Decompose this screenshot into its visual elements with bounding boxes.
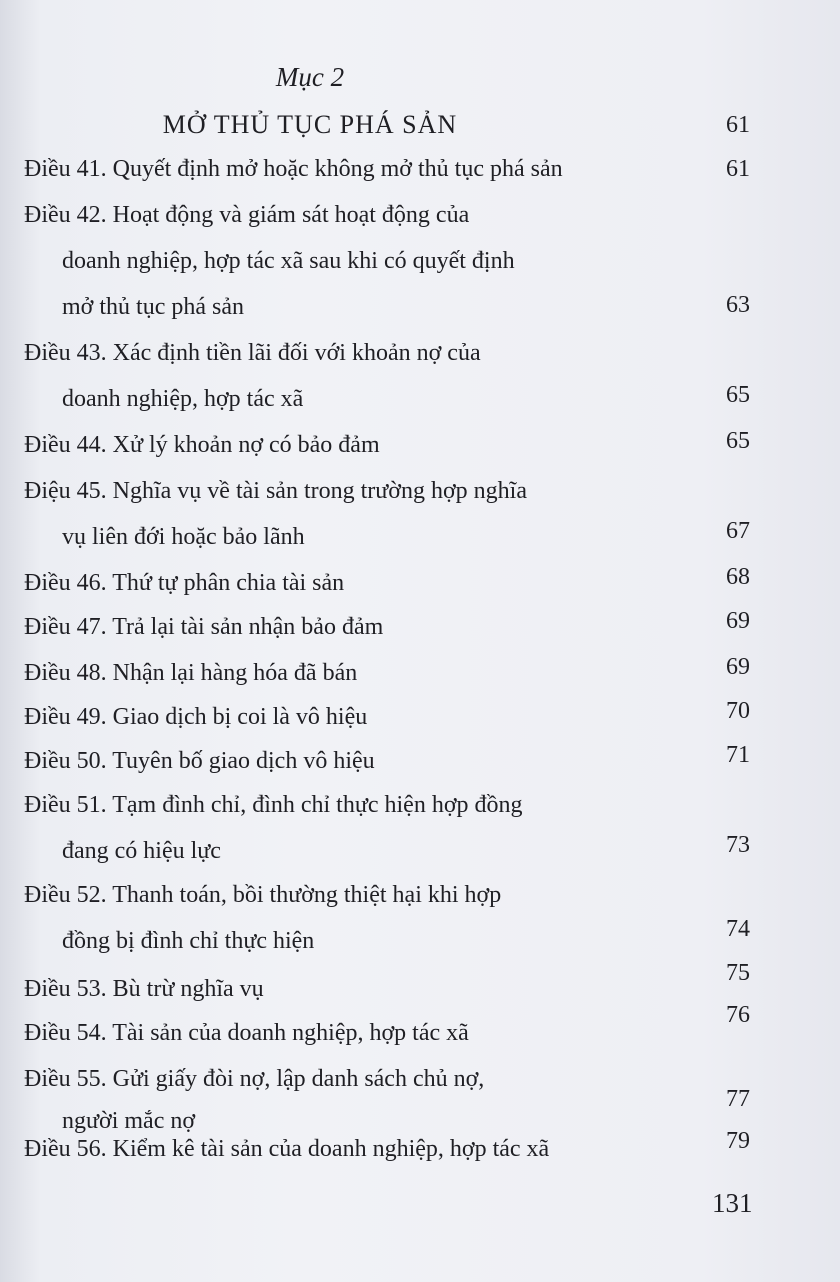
toc-entry-42-line3: mở thủ tục phá sản	[62, 294, 244, 320]
toc-entry-53: Điều 53. Bù trừ nghĩa vụ	[24, 976, 264, 1002]
toc-page-45: 67	[726, 518, 750, 544]
toc-entry-54: Điều 54. Tài sản của doanh nghiệp, hợp tác xã	[24, 1020, 469, 1046]
toc-page-54: 76	[726, 1002, 750, 1028]
toc-page-46: 68	[726, 564, 750, 590]
toc-entry-42: Điều 42. Hoạt động và giám sát hoạt động của	[24, 202, 470, 228]
toc-entry-52: Điều 52. Thanh toán, bồi thường thiệt hại khi hợp	[24, 882, 502, 908]
toc-entry-56: Điều 56. Kiểm kê tài sản của doanh nghiệp, hợp tác xã	[24, 1136, 550, 1162]
toc-entry-42-line2: doanh nghiệp, hợp tác xã sau khi có quyết định	[62, 248, 515, 274]
toc-entry-51-line2: đang có hiệu lực	[62, 838, 221, 864]
toc-page-56: 79	[726, 1128, 750, 1154]
toc-entry-41: Điều 41. Quyết định mở hoặc không mở thủ tục phá sản	[24, 156, 563, 182]
toc-entry-45: Điệu 45. Nghĩa vụ về tài sản trong trường hợp nghĩa	[24, 478, 527, 504]
page-number: 131	[712, 1188, 753, 1218]
toc-page-53: 75	[726, 960, 750, 986]
toc-entry-52-line2: đồng bị đình chỉ thực hiện	[62, 928, 315, 954]
toc-entry-49: Điều 49. Giao dịch bị coi là vô hiệu	[24, 704, 368, 730]
toc-entry-43-line2: doanh nghiệp, hợp tác xã	[62, 386, 304, 412]
section-title-page: 61	[726, 112, 750, 138]
toc-page-41: 61	[726, 156, 750, 182]
toc-entry-45-line2: vụ liên đới hoặc bảo lãnh	[62, 524, 305, 550]
toc-page-52: 74	[726, 916, 750, 942]
toc-page-43: 65	[726, 382, 750, 408]
toc-entry-51: Điều 51. Tạm đình chỉ, đình chỉ thực hiện hợp đồng	[24, 792, 523, 818]
section-title: MỞ THỦ TỤC PHÁ SẢN	[162, 110, 458, 139]
toc-entry-47: Điều 47. Trả lại tài sản nhận bảo đảm	[24, 614, 384, 640]
section-label: Mục 2	[275, 62, 345, 92]
toc-entry-50: Điều 50. Tuyên bố giao dịch vô hiệu	[24, 748, 375, 774]
toc-page-42: 63	[726, 292, 750, 318]
toc-page-51: 73	[726, 832, 750, 858]
toc-page-44: 65	[726, 428, 750, 454]
toc-page-48: 69	[726, 654, 750, 680]
toc-entry-46: Điều 46. Thứ tự phân chia tài sản	[24, 570, 345, 596]
toc-entry-55: Điều 55. Gửi giấy đòi nợ, lập danh sách chủ nợ,	[24, 1066, 485, 1092]
toc-page-50: 71	[726, 742, 750, 768]
toc-entry-55-line2: người mắc nợ	[62, 1108, 196, 1134]
toc-entry-43: Điều 43. Xác định tiền lãi đối với khoản nợ của	[24, 340, 481, 366]
toc-page-55: 77	[726, 1086, 750, 1112]
toc-page-47: 69	[726, 608, 750, 634]
toc-entry-44: Điều 44. Xử lý khoản nợ có bảo đảm	[24, 432, 380, 458]
toc-page-49: 70	[726, 698, 750, 724]
toc-entry-48: Điều 48. Nhận lại hàng hóa đã bán	[24, 660, 358, 686]
